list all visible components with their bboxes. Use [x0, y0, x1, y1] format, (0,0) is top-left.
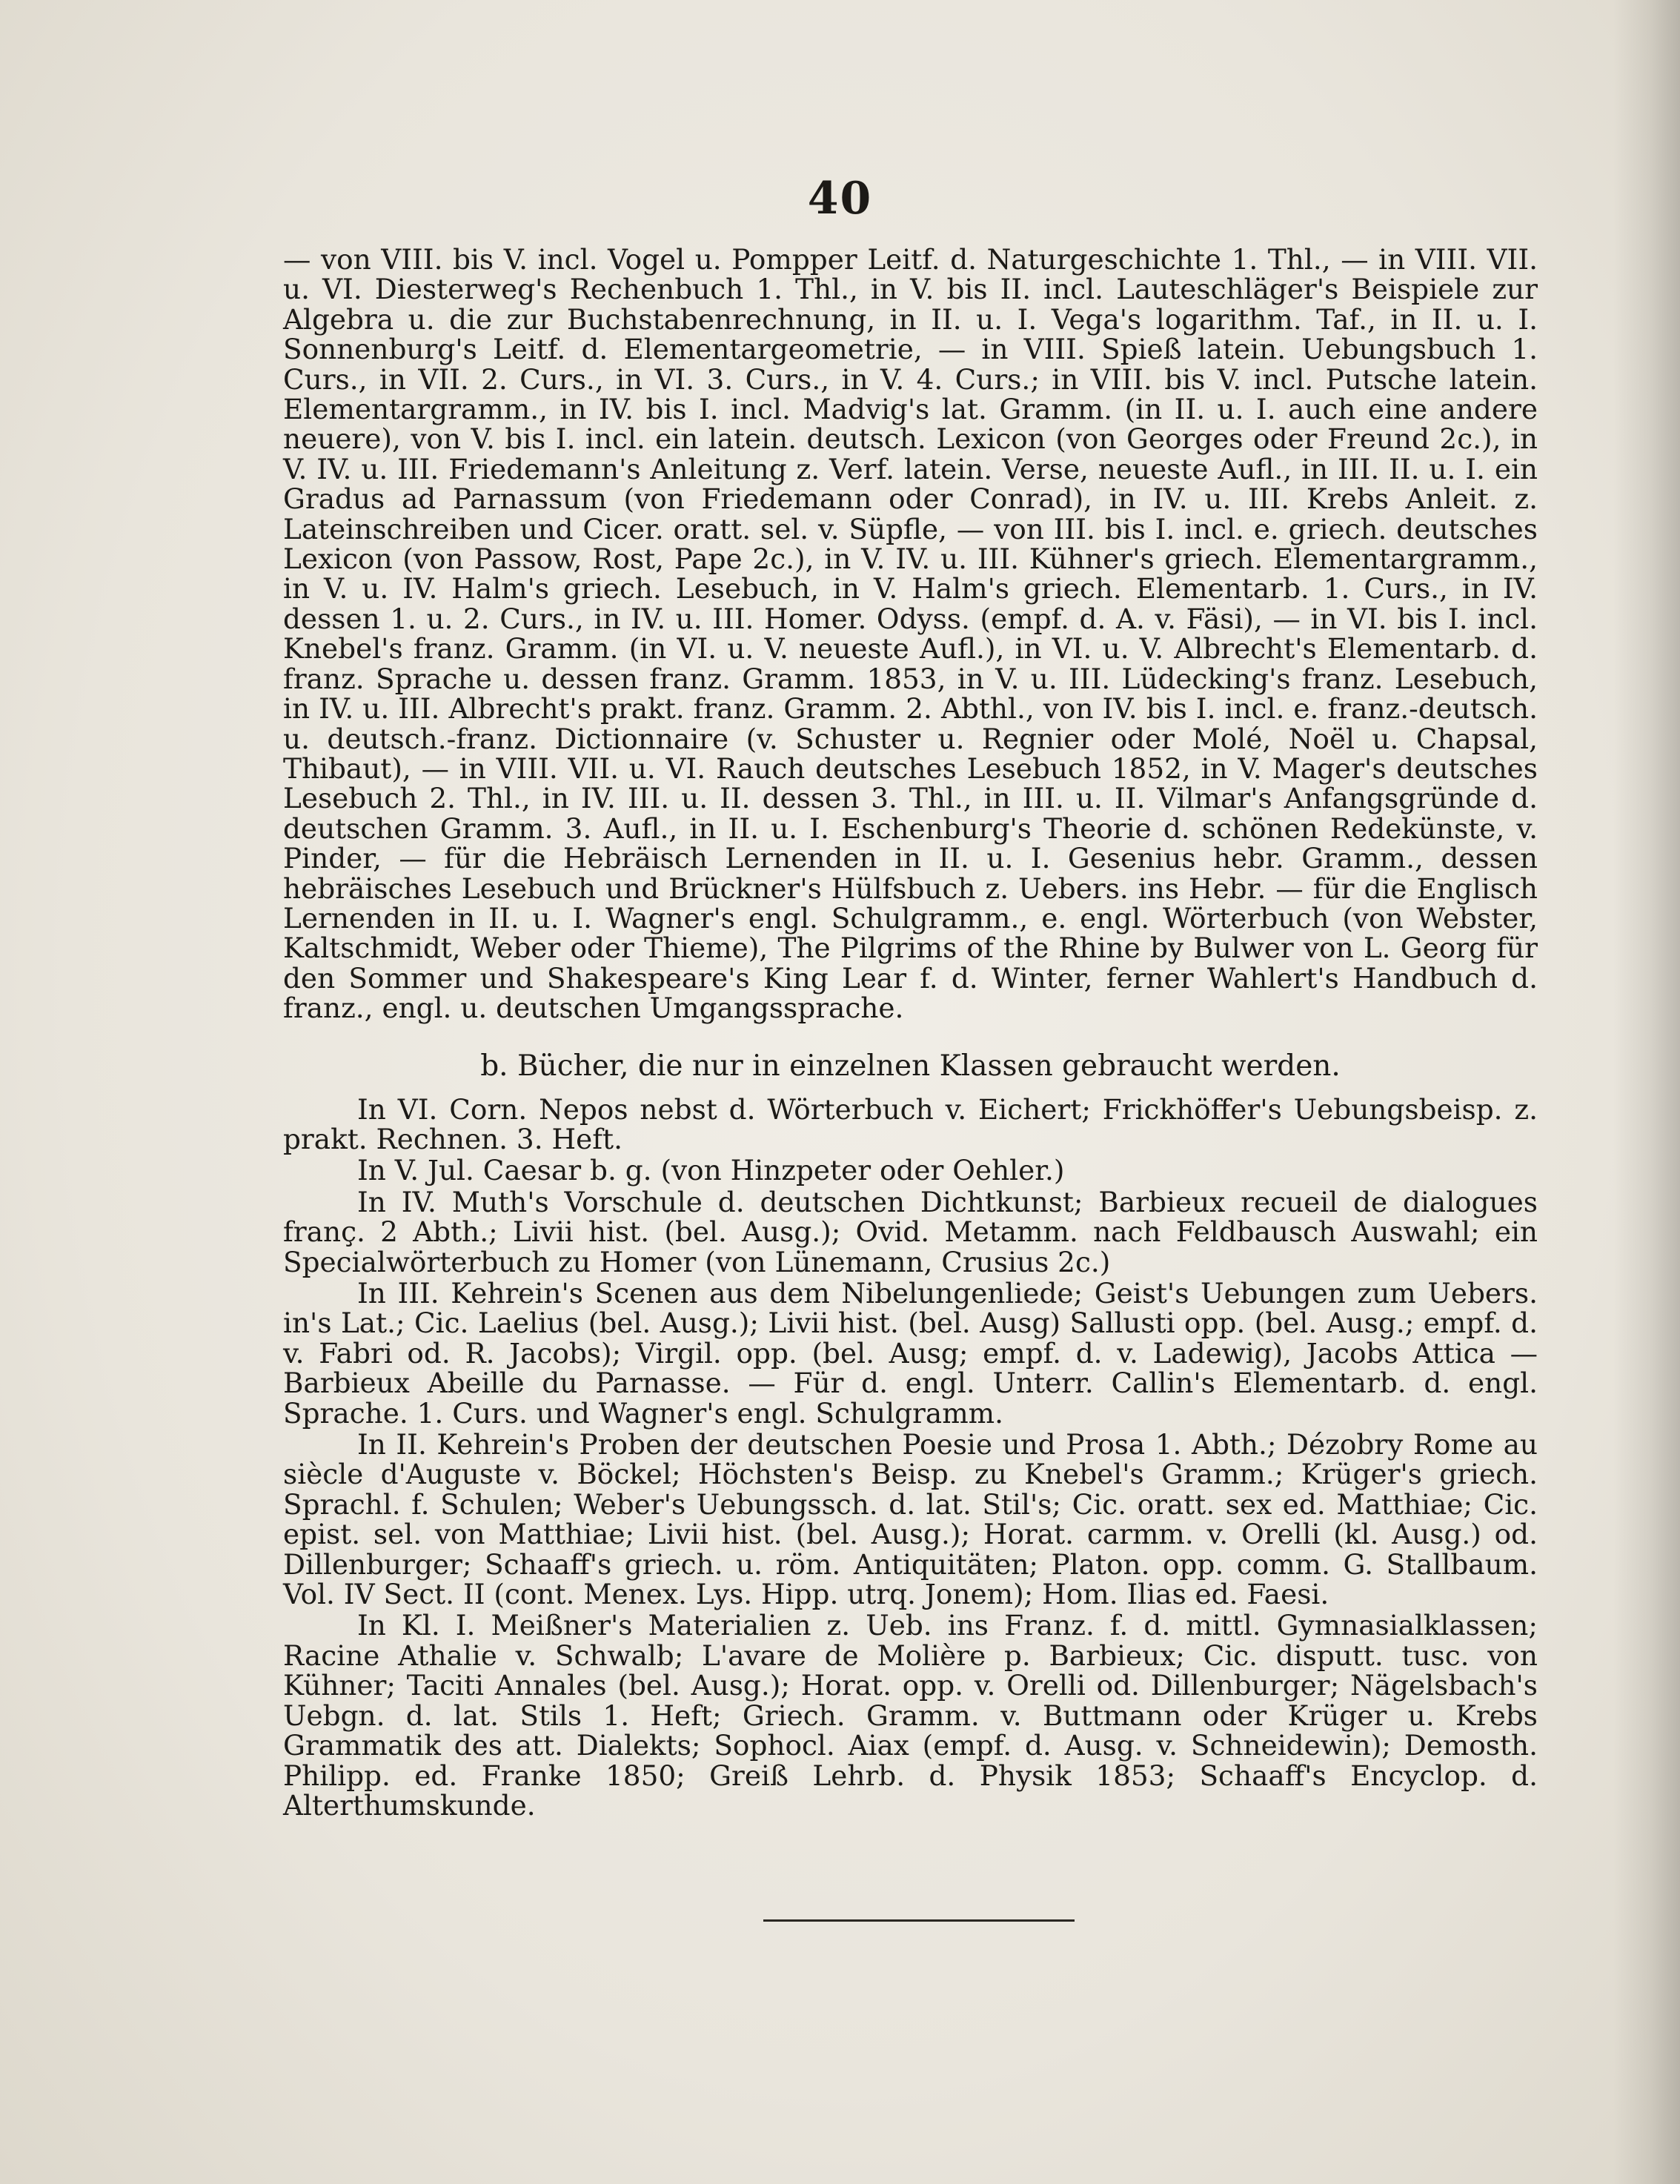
closing-rule — [763, 1919, 1075, 1922]
class-entry-ii: In II. Kehrein's Proben der deutschen Poesie und Prosa 1. Abth.; Dézobry Rome au siècle d'Auguste v. Böckel; Höchsten's Beisp. zu Knebel's Gramm.; Krüger's griech. Sprachl. f. Schulen; Weber's Uebungssch. d. lat. Stil's; Cic. oratt. sex ed. Matthiae; Cic. epist. sel. von Matthiae; Livii hist. (bel. Ausg.); Horat. carmm. v. Orelli (kl. Ausg.) od. Dillenburger; Schaaff's griech. u. röm. Antiquitäten; Platon. opp. comm. G. Stallbaum. Vol. IV Sect. II (cont. Menex. Lys. Hipp. utrq. Jonem); Hom. Ilias ed. Faesi. — [283, 1428, 1538, 1611]
intro-paragraph: — von VIII. bis V. incl. Vogel u. Pompper Leitf. d. Naturgeschichte 1. Thl., — in VIII. VII. u. VI. Diesterweg's Rechenbuch 1. Thl., in V. bis II. incl. Lauteschläger's Beispiele zur Algebra u. die zur Buchstabenrechnung, in II. u. I. Vega's logarithm. Taf., in II. u. I. Sonnenburg's Leitf. d. Elementargeometrie, — in VIII. Spieß latein. Uebungsbuch 1. Curs., in VII. 2. Curs., in VI. 3. Curs., in V. 4. Curs.; in VIII. bis V. incl. Putsche latein. Elementargramm., in IV. bis I. incl. Madvig's lat. Gramm. (in II. u. I. auch eine andere neuere), von V. bis I. incl. ein latein. deutsch. Lexicon (von Georges oder Freund 2c.), in V. IV. u. III. Friedemann's Anleitung z. Verf. latein. Verse, neueste Aufl., in III. II. u. I. ein Gradus ad Parnassum (von Friedemann oder Conrad), in IV. u. III. Krebs Anleit. z. Lateinschreiben und Cicer. oratt. sel. v. Süpfle, — von III. bis I. incl. e. griech. deutsches Lexicon (von Passow, Rost, Pape 2c.), in V. IV. u. III. Kühner's griech. Elementargramm., in V. u. IV. Halm's griech. Lesebuch, in V. Halm's griech. Elementarb. 1. Curs., in IV. dessen 1. u. 2. Curs., in IV. u. III. Homer. Odyss. (empf. d. A. v. Fäsi), — in VI. bis I. incl. Knebel's franz. Gramm. (in VI. u. V. neueste Aufl.), in VI. u. V. Albrecht's Elementarb. d. franz. Sprache u. dessen franz. Gramm. 1853, in V. u. III. Lüdecking's franz. Lesebuch, in IV. u. III. Albrecht's prakt. franz. Gramm. 2. Abthl., von IV. bis I. incl. e. franz.-deutsch. u. deutsch.-franz. Dictionnaire (v. Schuster u. Regnier oder Molé, Noël u. Chapsal, Thibaut), — in VIII. VII. u. VI. Rauch deutsches Lesebuch 1852, in V. Mager's deutsches Lesebuch 2. Thl., in IV. III. u. II. dessen 3. Thl., in III. u. II. Vilmar's Anfangsgründe d. deutschen Gramm. 3. Aufl., in II. u. I. Eschenburg's Theorie d. schönen Redekünste, v. Pinder, — für die Hebräisch Lernenden in II. u. I. Gesenius hebr. Gramm., dessen hebräisches Lesebuch und Brückner's Hülfsbuch z. Uebers. ins Hebr. — für die Englisch Lernenden in II. u. I. Wagner's engl. Schulgramm., e. engl. Wörterbuch (von Webster, Kaltschmidt, Weber oder Thieme), The Pilgrims of the Rhine by Bulwer von L. Georg für den Sommer und Shakespeare's King Lear f. d. Winter, ferner Wahlert's Handbuch d. franz., engl. u. deutschen Umgangssprache. — [283, 243, 1538, 1025]
class-entry-i: In Kl. I. Meißner's Materialien z. Ueb. ins Franz. f. d. mittl. Gymnasialklassen; Racine Athalie v. Schwalb; L'avare de Molière p. Barbieux; Cic. disputt. tusc. von Kühner; Taciti Annales (bel. Ausg.); Horat. opp. v. Orelli od. Dillenburger; Nägelsbach's Uebgn. d. lat. Stils 1. Heft; Griech. Gramm. v. Buttmann oder Krüger u. Krebs Grammatik des att. Dialekts; Sophocl. Aiax (empf. d. Ausg. v. Schneidewin); Demosth. Philipp. ed. Franke 1850; Greiß Lehrb. d. Physik 1853; Schaaff's Encyclop. d. Alterthumskunde. — [283, 1609, 1538, 1822]
page-body — [283, 245, 1538, 1820]
page-number: 40 — [807, 173, 873, 225]
class-entry-v: In V. Jul. Caesar b. g. (von Hinzpeter oder Oehler.) — [357, 1154, 1065, 1187]
binding-shadow — [1613, 0, 1680, 2184]
class-entry-iv: In IV. Muth's Vorschule d. deutschen Dichtkunst; Barbieux recueil de dialogues franç. 2 Abth.; Livii hist. (bel. Ausg.); Ovid. Metamm. nach Feldbausch Auswahl; ein Specialwörterbuch zu Homer (von Lünemann, Crusius 2c.) — [283, 1185, 1538, 1278]
section-heading: b. Bücher, die nur in einzelnen Klassen gebraucht werden. — [480, 1049, 1341, 1083]
class-entry-vi: In VI. Corn. Nepos nebst d. Wörterbuch v. Eichert; Frickhöffer's Uebungsbeisp. z. prakt. Rechnen. 3. Heft. — [283, 1092, 1538, 1155]
class-entry-iii: In III. Kehrein's Scenen aus dem Nibelungenliede; Geist's Uebungen zum Uebers. in's Lat.; Cic. Laelius (bel. Ausg.); Livii hist. (bel. Ausg) Sallusti opp. (bel. Ausg.; empf. d. v. Fabri od. R. Jacobs); Virgil. opp. (bel. Ausg; empf. d. v. Ladewig), Jacobs Attica — Barbieux Abeille du Parnasse. — Für d. engl. Unterr. Callin's Elementarb. d. engl. Sprache. 1. Curs. und Wagner's engl. Schulgramm. — [283, 1277, 1538, 1430]
